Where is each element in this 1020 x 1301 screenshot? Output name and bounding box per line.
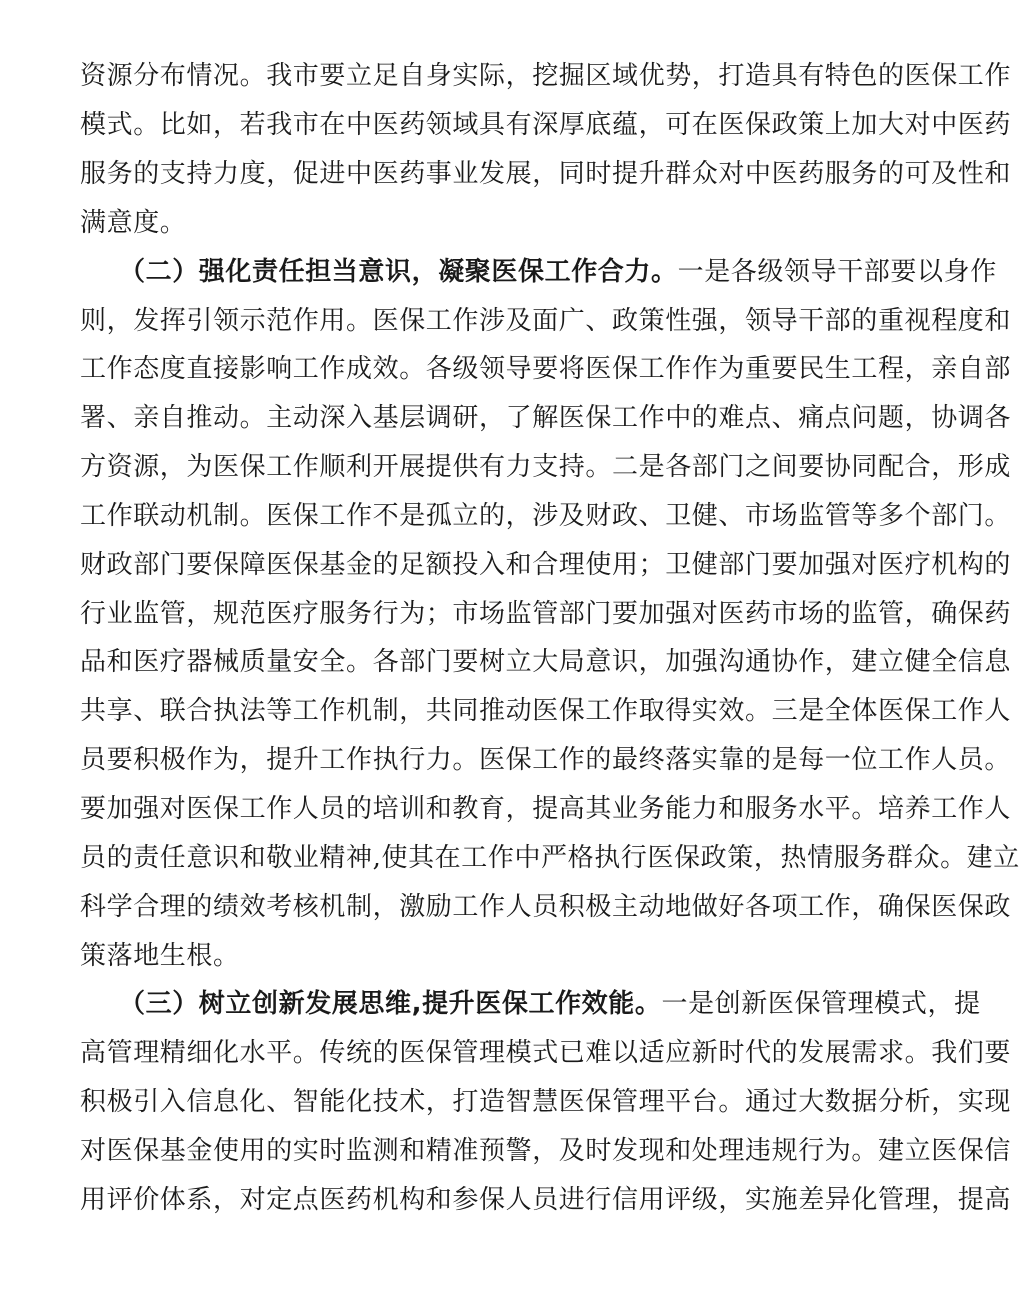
line-text: 工作态度直接影响工作成效。各级领导要将医保工作作为重要民生工程，亲自部 <box>80 354 1012 384</box>
line-text: 科学合理的绩效考核机制，激励工作人员积极主动地做好各项工作，确保医保政 <box>80 892 1012 922</box>
text-line <box>80 496 1012 536</box>
line-text: 员要积极作为，提升工作执行力。医保工作的最终落实靠的是每一位工作人员。 <box>80 745 1012 775</box>
section-heading: （三）树立创新发展思维,提升医保工作效能。 <box>119 989 662 1019</box>
line-text: 共享、联合执法等工作机制，共同推动医保工作取得实效。三是全体医保工作人 <box>80 696 1012 726</box>
line-text: 用评价体系，对定点医药机构和参保人员进行信用评级，实施差异化管理，提高 <box>80 1185 1012 1215</box>
text-line <box>80 1082 1012 1122</box>
line-text: 要加强对医保工作人员的培训和教育，提高其业务能力和服务水平。培养工作人 <box>80 794 1012 824</box>
line-text: 一是各级领导干部要以身作 <box>677 257 997 287</box>
line-text: 高管理精细化水平。传统的医保管理模式已难以适应新时代的发展需求。我们要 <box>80 1038 1012 1068</box>
text-line <box>80 789 1012 829</box>
text-line <box>80 691 1012 731</box>
text-line <box>80 56 1012 96</box>
line-text: 模式。比如，若我市在中医药领域具有深厚底蕴，可在医保政策上加大对中医药 <box>80 110 1012 140</box>
line-text: 方资源，为医保工作顺利开展提供有力支持。二是各部门之间要协同配合，形成 <box>80 452 1012 482</box>
section-heading: （二）强化责任担当意识，凝聚医保工作合力。 <box>119 257 678 287</box>
text-line <box>80 447 1012 487</box>
line-text: 署、亲自推动。主动深入基层调研，了解医保工作中的难点、痛点问题，协调各 <box>80 403 1012 433</box>
text-line <box>80 1180 1012 1220</box>
line-text: 策落地生根。 <box>80 941 240 971</box>
line-text: 财政部门要保障医保基金的足额投入和合理使用；卫健部门要加强对医疗机构的 <box>80 550 1012 580</box>
text-line <box>80 203 850 243</box>
line-text: 对医保基金使用的实时监测和精准预警，及时发现和处理违规行为。建立医保信 <box>80 1136 1012 1166</box>
text-line <box>80 740 1012 780</box>
line-text: 资源分布情况。我市要立足自身实际，挖掘区域优势，打造具有特色的医保工作 <box>80 61 1012 91</box>
line-text: 积极引入信息化、智能化技术，打造智慧医保管理平台。通过大数据分析，实现 <box>80 1087 1012 1117</box>
section-3-first-line <box>119 984 981 1024</box>
line-text: 满意度。 <box>80 208 187 238</box>
text-line <box>80 1131 1012 1171</box>
line-text: 工作联动机制。医保工作不是孤立的，涉及财政、卫健、市场监管等多个部门。 <box>80 501 1012 531</box>
text-line <box>80 349 1012 389</box>
text-line <box>80 154 1012 194</box>
text-line <box>80 398 1012 438</box>
text-line <box>80 594 1012 634</box>
text-line <box>80 887 1012 927</box>
text-line <box>80 545 1012 585</box>
text-line <box>80 1033 1012 1073</box>
text-line <box>80 936 850 976</box>
line-text: 一是创新医保管理模式，提 <box>661 989 981 1019</box>
text-line <box>80 838 1020 878</box>
line-text: 行业监管，规范医疗服务行为；市场监管部门要加强对医药市场的监管，确保药 <box>80 599 1012 629</box>
section-2-first-line <box>119 252 997 292</box>
line-text: 服务的支持力度，促进中医药事业发展，同时提升群众对中医药服务的可及性和 <box>80 159 1012 189</box>
text-line <box>80 301 1012 341</box>
text-line <box>80 105 1012 145</box>
line-text: 员的责任意识和敬业精神,使其在工作中严格执行医保政策，热情服务群众。建立 <box>80 843 1020 873</box>
line-text: 品和医疗器械质量安全。各部门要树立大局意识，加强沟通协作，建立健全信息 <box>80 647 1012 677</box>
text-line <box>80 642 1012 682</box>
line-text: 则，发挥引领示范作用。医保工作涉及面广、政策性强，领导干部的重视程度和 <box>80 306 1012 336</box>
